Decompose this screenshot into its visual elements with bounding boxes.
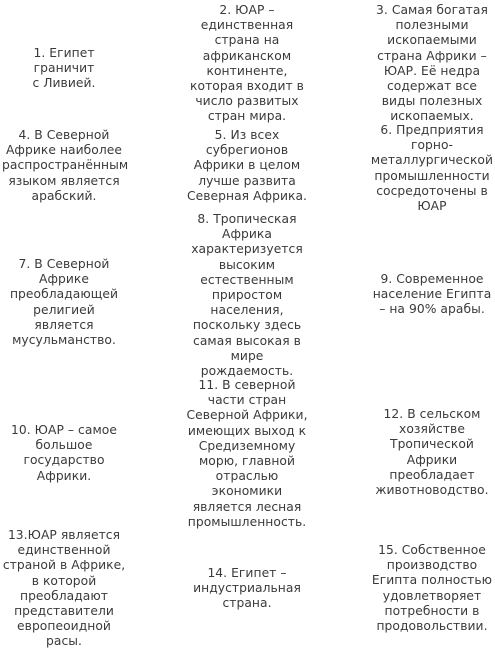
statement-9: 9. Современное население Египта – на 90% арабы. <box>372 272 492 317</box>
statement-15: 15. Собственное производство Египта полностью удовлетворяет потребности в продовольствии. <box>371 543 493 634</box>
statement-7: 7. В Северной Африке преобладающей религией является мусульманство. <box>9 257 119 348</box>
statement-1: 1. Египет граничит с Ливией. <box>32 46 96 91</box>
statement-14: 14. Египет – индустриальная страна. <box>193 566 301 611</box>
statement-12: 12. В сельском хозяйстве Тропической Африки преобладает животноводство. <box>375 407 489 498</box>
statement-5: 5. Из всех субрегионов Африки в целом лучше развита Северная Африка. <box>186 128 308 203</box>
statement-3: 3. Самая богатая полезными ископаемыми страна Африки – ЮАР. Её недра содержат все виды полезных ископаемых. <box>376 3 488 124</box>
statement-13: 13.ЮАР является единственной страной в Африке, в которой преобладают представители европеоидной расы. <box>2 528 126 649</box>
statement-4: 4. В Северной Африке наиболее распространённым языком является арабский. <box>2 128 129 203</box>
statement-2: 2. ЮАР – единственная страна на африканском континенте, которая входит в число развитых стран мира. <box>190 3 304 124</box>
statement-6: 6. Предприятия горно- металлургической промышленности сосредоточены в ЮАР <box>370 123 494 214</box>
statement-8: 8. Тропическая Африка характеризуется высоким естественным приростом населения, поскольку здесь самая высокая в мире рождаемость. <box>191 212 303 379</box>
statement-11: 11. В северной части стран Северной Африки, имеющих выход к Средиземному морю, главной отраслью экономики является лесная промышленность. <box>186 378 308 529</box>
statement-10: 10. ЮАР – самое большое государство Африки. <box>11 423 117 483</box>
